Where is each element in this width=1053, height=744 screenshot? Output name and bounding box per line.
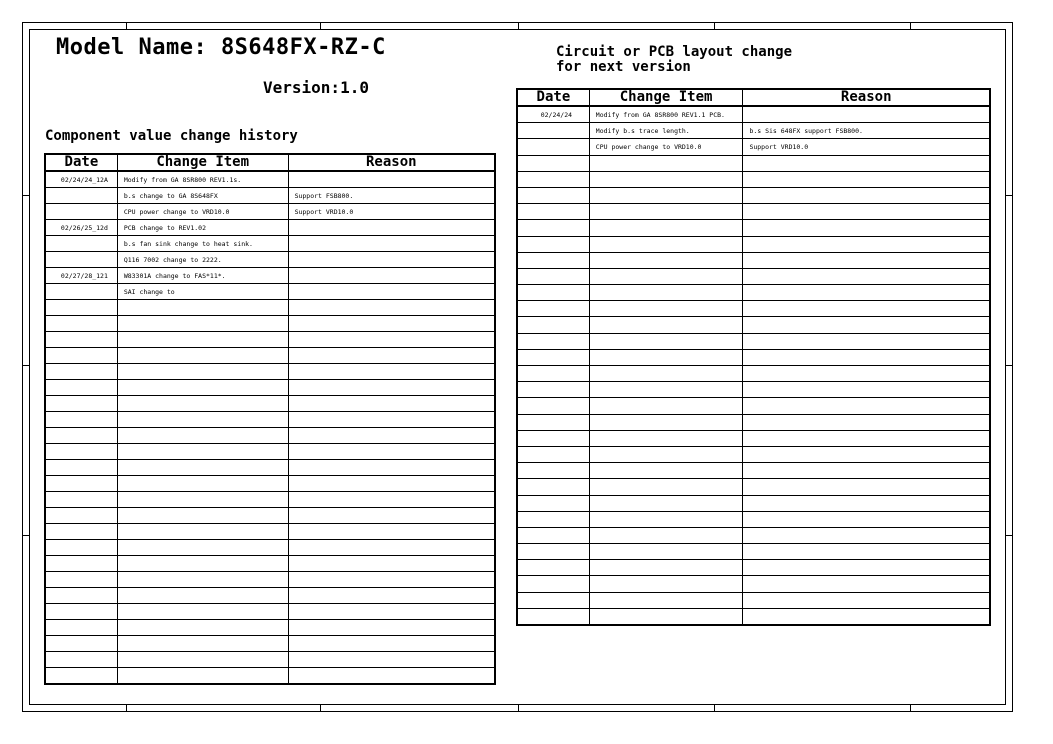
reason-cell xyxy=(743,333,990,349)
date-cell xyxy=(517,576,589,592)
reason-cell xyxy=(743,349,990,365)
table-row xyxy=(45,476,495,492)
change-item-cell xyxy=(117,572,288,588)
reason-cell xyxy=(288,364,495,380)
date-cell xyxy=(517,317,589,333)
reason-cell xyxy=(288,396,495,412)
change-item-header: Change Item xyxy=(589,89,743,106)
border-tick xyxy=(22,535,29,536)
reason-cell xyxy=(743,317,990,333)
date-cell xyxy=(517,285,589,301)
table-row xyxy=(517,285,990,301)
change-item-cell xyxy=(589,155,743,171)
reason-cell xyxy=(288,652,495,668)
table-row xyxy=(517,560,990,576)
table-row xyxy=(45,316,495,332)
border-tick xyxy=(518,22,519,29)
date-cell xyxy=(517,463,589,479)
reason-cell xyxy=(288,252,495,268)
date-cell xyxy=(517,398,589,414)
table-row xyxy=(45,636,495,652)
table-row xyxy=(517,155,990,171)
version-label: Version:1.0 xyxy=(263,78,369,97)
change-item-cell xyxy=(589,446,743,462)
reason-cell xyxy=(743,366,990,382)
border-tick xyxy=(22,365,29,366)
change-item-cell xyxy=(589,171,743,187)
date-cell xyxy=(517,252,589,268)
reason-cell xyxy=(743,463,990,479)
table-row xyxy=(45,300,495,316)
component-history-heading: Component value change history xyxy=(45,128,298,144)
date-header: Date xyxy=(45,154,117,171)
change-item-cell xyxy=(589,544,743,560)
change-item-cell xyxy=(117,396,288,412)
date-cell xyxy=(517,155,589,171)
table-row xyxy=(45,236,495,252)
table-row xyxy=(517,592,990,608)
table-row xyxy=(517,187,990,203)
date-cell xyxy=(45,236,117,252)
change-item-cell xyxy=(589,463,743,479)
reason-cell xyxy=(288,460,495,476)
date-cell xyxy=(517,511,589,527)
change-item-cell: SAI change to xyxy=(117,284,288,300)
change-item-cell: PCB change to REV1.02 xyxy=(117,220,288,236)
change-item-cell: W83301A change to FAS*11*. xyxy=(117,268,288,284)
layout-change-heading-line2: for next version xyxy=(556,59,691,75)
change-item-cell xyxy=(589,366,743,382)
change-item-cell xyxy=(117,364,288,380)
reason-cell xyxy=(288,636,495,652)
date-cell xyxy=(45,524,117,540)
reason-cell xyxy=(288,476,495,492)
layout-change-heading-line1: Circuit or PCB layout change xyxy=(556,44,793,60)
change-item-cell xyxy=(589,414,743,430)
date-cell xyxy=(517,301,589,317)
date-cell xyxy=(45,652,117,668)
change-item-cell: CPU power change to VRD10.0 xyxy=(117,204,288,220)
border-tick xyxy=(126,22,127,29)
date-cell xyxy=(45,412,117,428)
table-row xyxy=(517,495,990,511)
change-item-cell xyxy=(589,187,743,203)
date-cell xyxy=(45,556,117,572)
table-row xyxy=(517,123,990,139)
reason-cell xyxy=(288,620,495,636)
date-cell xyxy=(45,508,117,524)
reason-cell xyxy=(743,285,990,301)
change-item-cell xyxy=(117,668,288,685)
border-tick xyxy=(1006,195,1013,196)
table-row xyxy=(45,171,495,188)
border-tick xyxy=(714,705,715,712)
change-item-cell xyxy=(589,268,743,284)
change-item-cell: Modify b.s trace length. xyxy=(589,123,743,139)
component-change-table xyxy=(44,153,496,685)
model-name-title: Model Name: 8S648FX-RZ-C xyxy=(56,35,386,60)
table-row xyxy=(517,414,990,430)
change-item-cell xyxy=(589,576,743,592)
table-row xyxy=(45,588,495,604)
table-row xyxy=(45,268,495,284)
change-item-cell xyxy=(589,285,743,301)
table-row xyxy=(45,412,495,428)
date-cell xyxy=(45,540,117,556)
border-tick xyxy=(320,705,321,712)
date-cell xyxy=(517,236,589,252)
date-header: Date xyxy=(517,89,589,106)
border-tick xyxy=(126,705,127,712)
date-cell xyxy=(517,544,589,560)
date-cell xyxy=(517,414,589,430)
date-cell xyxy=(45,572,117,588)
change-item-cell xyxy=(117,652,288,668)
table-row xyxy=(517,333,990,349)
table-row xyxy=(517,527,990,543)
date-cell xyxy=(45,332,117,348)
date-cell xyxy=(45,636,117,652)
table-header-row xyxy=(517,89,990,106)
border-tick xyxy=(910,705,911,712)
table-row xyxy=(45,540,495,556)
reason-cell xyxy=(288,284,495,300)
table-row xyxy=(45,620,495,636)
date-cell xyxy=(517,139,589,155)
table-row xyxy=(45,572,495,588)
change-item-cell xyxy=(589,511,743,527)
table-row xyxy=(45,492,495,508)
table-row xyxy=(517,463,990,479)
reason-cell: Support VRD10.0 xyxy=(743,139,990,155)
date-cell xyxy=(45,364,117,380)
change-item-cell xyxy=(589,317,743,333)
date-cell xyxy=(45,428,117,444)
change-item-cell xyxy=(589,349,743,365)
change-item-cell xyxy=(589,252,743,268)
table-row xyxy=(45,444,495,460)
reason-cell xyxy=(743,608,990,625)
change-item-cell: b.s fan sink change to heat sink. xyxy=(117,236,288,252)
date-cell xyxy=(45,252,117,268)
reason-cell xyxy=(743,220,990,236)
table-row xyxy=(517,252,990,268)
change-item-cell xyxy=(117,380,288,396)
date-cell xyxy=(517,495,589,511)
table-header-row xyxy=(45,154,495,171)
change-item-cell xyxy=(589,220,743,236)
date-cell xyxy=(517,204,589,220)
table-row xyxy=(45,668,495,685)
table-row xyxy=(517,446,990,462)
reason-cell xyxy=(288,316,495,332)
reason-cell xyxy=(743,511,990,527)
date-cell xyxy=(517,123,589,139)
table-row xyxy=(45,556,495,572)
reason-cell xyxy=(743,155,990,171)
change-item-cell xyxy=(117,556,288,572)
table-row xyxy=(45,220,495,236)
date-cell xyxy=(45,668,117,685)
table-row xyxy=(517,268,990,284)
change-item-cell xyxy=(589,236,743,252)
date-cell xyxy=(45,348,117,364)
table-row xyxy=(517,349,990,365)
date-cell xyxy=(45,604,117,620)
table-row xyxy=(45,284,495,300)
table-row xyxy=(517,544,990,560)
table-row xyxy=(517,204,990,220)
reason-cell xyxy=(743,560,990,576)
table-row xyxy=(517,220,990,236)
reason-cell xyxy=(288,588,495,604)
table-row xyxy=(45,380,495,396)
date-cell xyxy=(45,284,117,300)
change-item-cell xyxy=(117,492,288,508)
change-item-cell xyxy=(117,412,288,428)
change-item-cell xyxy=(117,316,288,332)
change-item-cell xyxy=(589,479,743,495)
reason-cell: b.s Sis 648FX support FSB800. xyxy=(743,123,990,139)
border-tick xyxy=(910,22,911,29)
change-item-cell xyxy=(589,560,743,576)
reason-cell xyxy=(288,444,495,460)
change-item-cell xyxy=(117,620,288,636)
reason-cell: Support FSB800. xyxy=(288,188,495,204)
reason-cell xyxy=(743,479,990,495)
table-row xyxy=(45,460,495,476)
change-item-cell xyxy=(117,428,288,444)
change-item-cell xyxy=(589,333,743,349)
reason-cell xyxy=(743,382,990,398)
reason-cell xyxy=(288,668,495,685)
reason-cell xyxy=(288,268,495,284)
date-cell xyxy=(45,460,117,476)
layout-change-heading xyxy=(556,45,792,75)
date-cell xyxy=(45,300,117,316)
table-row xyxy=(517,171,990,187)
date-cell xyxy=(45,492,117,508)
reason-cell xyxy=(743,446,990,462)
reason-cell xyxy=(743,252,990,268)
table-row xyxy=(45,204,495,220)
reason-cell xyxy=(288,508,495,524)
table-row xyxy=(517,479,990,495)
table-row xyxy=(517,511,990,527)
reason-cell xyxy=(288,540,495,556)
change-item-cell xyxy=(589,301,743,317)
reason-cell: Support VRD10.0 xyxy=(288,204,495,220)
date-cell xyxy=(517,268,589,284)
border-tick xyxy=(714,22,715,29)
table-row xyxy=(517,106,990,123)
change-item-cell xyxy=(589,592,743,608)
table-row xyxy=(45,428,495,444)
table-row xyxy=(45,348,495,364)
date-cell xyxy=(45,444,117,460)
change-item-cell xyxy=(589,495,743,511)
table-row xyxy=(517,430,990,446)
reason-cell xyxy=(743,106,990,123)
reason-cell xyxy=(288,332,495,348)
reason-cell xyxy=(743,430,990,446)
date-cell xyxy=(45,476,117,492)
table-row xyxy=(45,652,495,668)
change-item-cell xyxy=(589,430,743,446)
date-cell xyxy=(517,479,589,495)
table-row xyxy=(517,301,990,317)
reason-header: Reason xyxy=(288,154,495,171)
date-cell xyxy=(517,527,589,543)
reason-cell xyxy=(288,300,495,316)
change-item-cell xyxy=(117,348,288,364)
table-row xyxy=(517,382,990,398)
reason-cell xyxy=(288,220,495,236)
table-row xyxy=(45,188,495,204)
change-item-cell xyxy=(117,300,288,316)
reason-cell xyxy=(288,380,495,396)
change-item-cell: Modify from GA 8SR800 REV1.1 PCB. xyxy=(589,106,743,123)
date-cell xyxy=(517,220,589,236)
reason-cell xyxy=(743,495,990,511)
date-cell xyxy=(517,382,589,398)
reason-cell xyxy=(743,301,990,317)
date-cell xyxy=(45,396,117,412)
reason-cell xyxy=(743,398,990,414)
table-row xyxy=(517,608,990,625)
change-item-cell xyxy=(117,604,288,620)
table-row xyxy=(517,398,990,414)
date-cell: 02/26/25_12d xyxy=(45,220,117,236)
table-row xyxy=(45,524,495,540)
date-cell xyxy=(517,366,589,382)
date-cell xyxy=(45,620,117,636)
change-item-cell xyxy=(117,508,288,524)
table-row xyxy=(45,252,495,268)
date-cell xyxy=(517,171,589,187)
date-cell xyxy=(45,204,117,220)
change-item-cell xyxy=(589,382,743,398)
date-cell xyxy=(517,349,589,365)
change-item-cell xyxy=(589,398,743,414)
date-cell xyxy=(45,316,117,332)
reason-cell xyxy=(288,492,495,508)
border-tick xyxy=(22,195,29,196)
reason-cell xyxy=(288,348,495,364)
reason-cell xyxy=(288,428,495,444)
change-item-cell xyxy=(117,540,288,556)
date-cell xyxy=(517,592,589,608)
date-cell: 02/27/28_121 xyxy=(45,268,117,284)
date-cell xyxy=(517,446,589,462)
table-row xyxy=(45,364,495,380)
reason-cell xyxy=(743,171,990,187)
reason-cell xyxy=(743,527,990,543)
change-item-cell: b.s change to GA 8S648FX xyxy=(117,188,288,204)
change-item-cell xyxy=(117,524,288,540)
table-row xyxy=(45,396,495,412)
change-item-cell xyxy=(117,476,288,492)
reason-cell xyxy=(743,236,990,252)
table-row xyxy=(517,366,990,382)
date-cell xyxy=(517,608,589,625)
reason-cell xyxy=(288,524,495,540)
change-item-cell xyxy=(117,460,288,476)
date-cell xyxy=(517,560,589,576)
change-item-cell xyxy=(589,527,743,543)
reason-header: Reason xyxy=(743,89,990,106)
table-row xyxy=(45,332,495,348)
reason-cell xyxy=(743,592,990,608)
table-row xyxy=(45,604,495,620)
table-row xyxy=(517,576,990,592)
change-item-cell: CPU power change to VRD10.0 xyxy=(589,139,743,155)
reason-cell xyxy=(288,412,495,428)
border-tick xyxy=(320,22,321,29)
date-cell: 02/24/24 xyxy=(517,106,589,123)
change-item-cell xyxy=(589,608,743,625)
date-cell xyxy=(45,188,117,204)
border-tick xyxy=(518,705,519,712)
table-row xyxy=(517,236,990,252)
reason-cell xyxy=(288,572,495,588)
change-item-cell xyxy=(589,204,743,220)
date-cell xyxy=(517,333,589,349)
reason-cell xyxy=(743,544,990,560)
reason-cell xyxy=(288,604,495,620)
change-item-cell xyxy=(117,636,288,652)
date-cell xyxy=(517,187,589,203)
date-cell: 02/24/24_12A xyxy=(45,171,117,188)
reason-cell xyxy=(743,576,990,592)
reason-cell xyxy=(743,414,990,430)
change-item-cell xyxy=(117,332,288,348)
date-cell xyxy=(45,588,117,604)
change-item-cell: Modify from GA 8SR800 REV1.1s. xyxy=(117,171,288,188)
date-cell xyxy=(517,430,589,446)
reason-cell xyxy=(743,204,990,220)
change-item-cell xyxy=(117,588,288,604)
reason-cell xyxy=(288,171,495,188)
border-tick xyxy=(1006,535,1013,536)
change-item-cell: Q116 7002 change to 2222. xyxy=(117,252,288,268)
reason-cell xyxy=(743,187,990,203)
border-tick xyxy=(1006,365,1013,366)
layout-change-table xyxy=(516,88,991,626)
date-cell xyxy=(45,380,117,396)
table-row xyxy=(45,508,495,524)
reason-cell xyxy=(743,268,990,284)
reason-cell xyxy=(288,236,495,252)
table-row xyxy=(517,317,990,333)
change-item-cell xyxy=(117,444,288,460)
reason-cell xyxy=(288,556,495,572)
table-row xyxy=(517,139,990,155)
change-item-header: Change Item xyxy=(117,154,288,171)
